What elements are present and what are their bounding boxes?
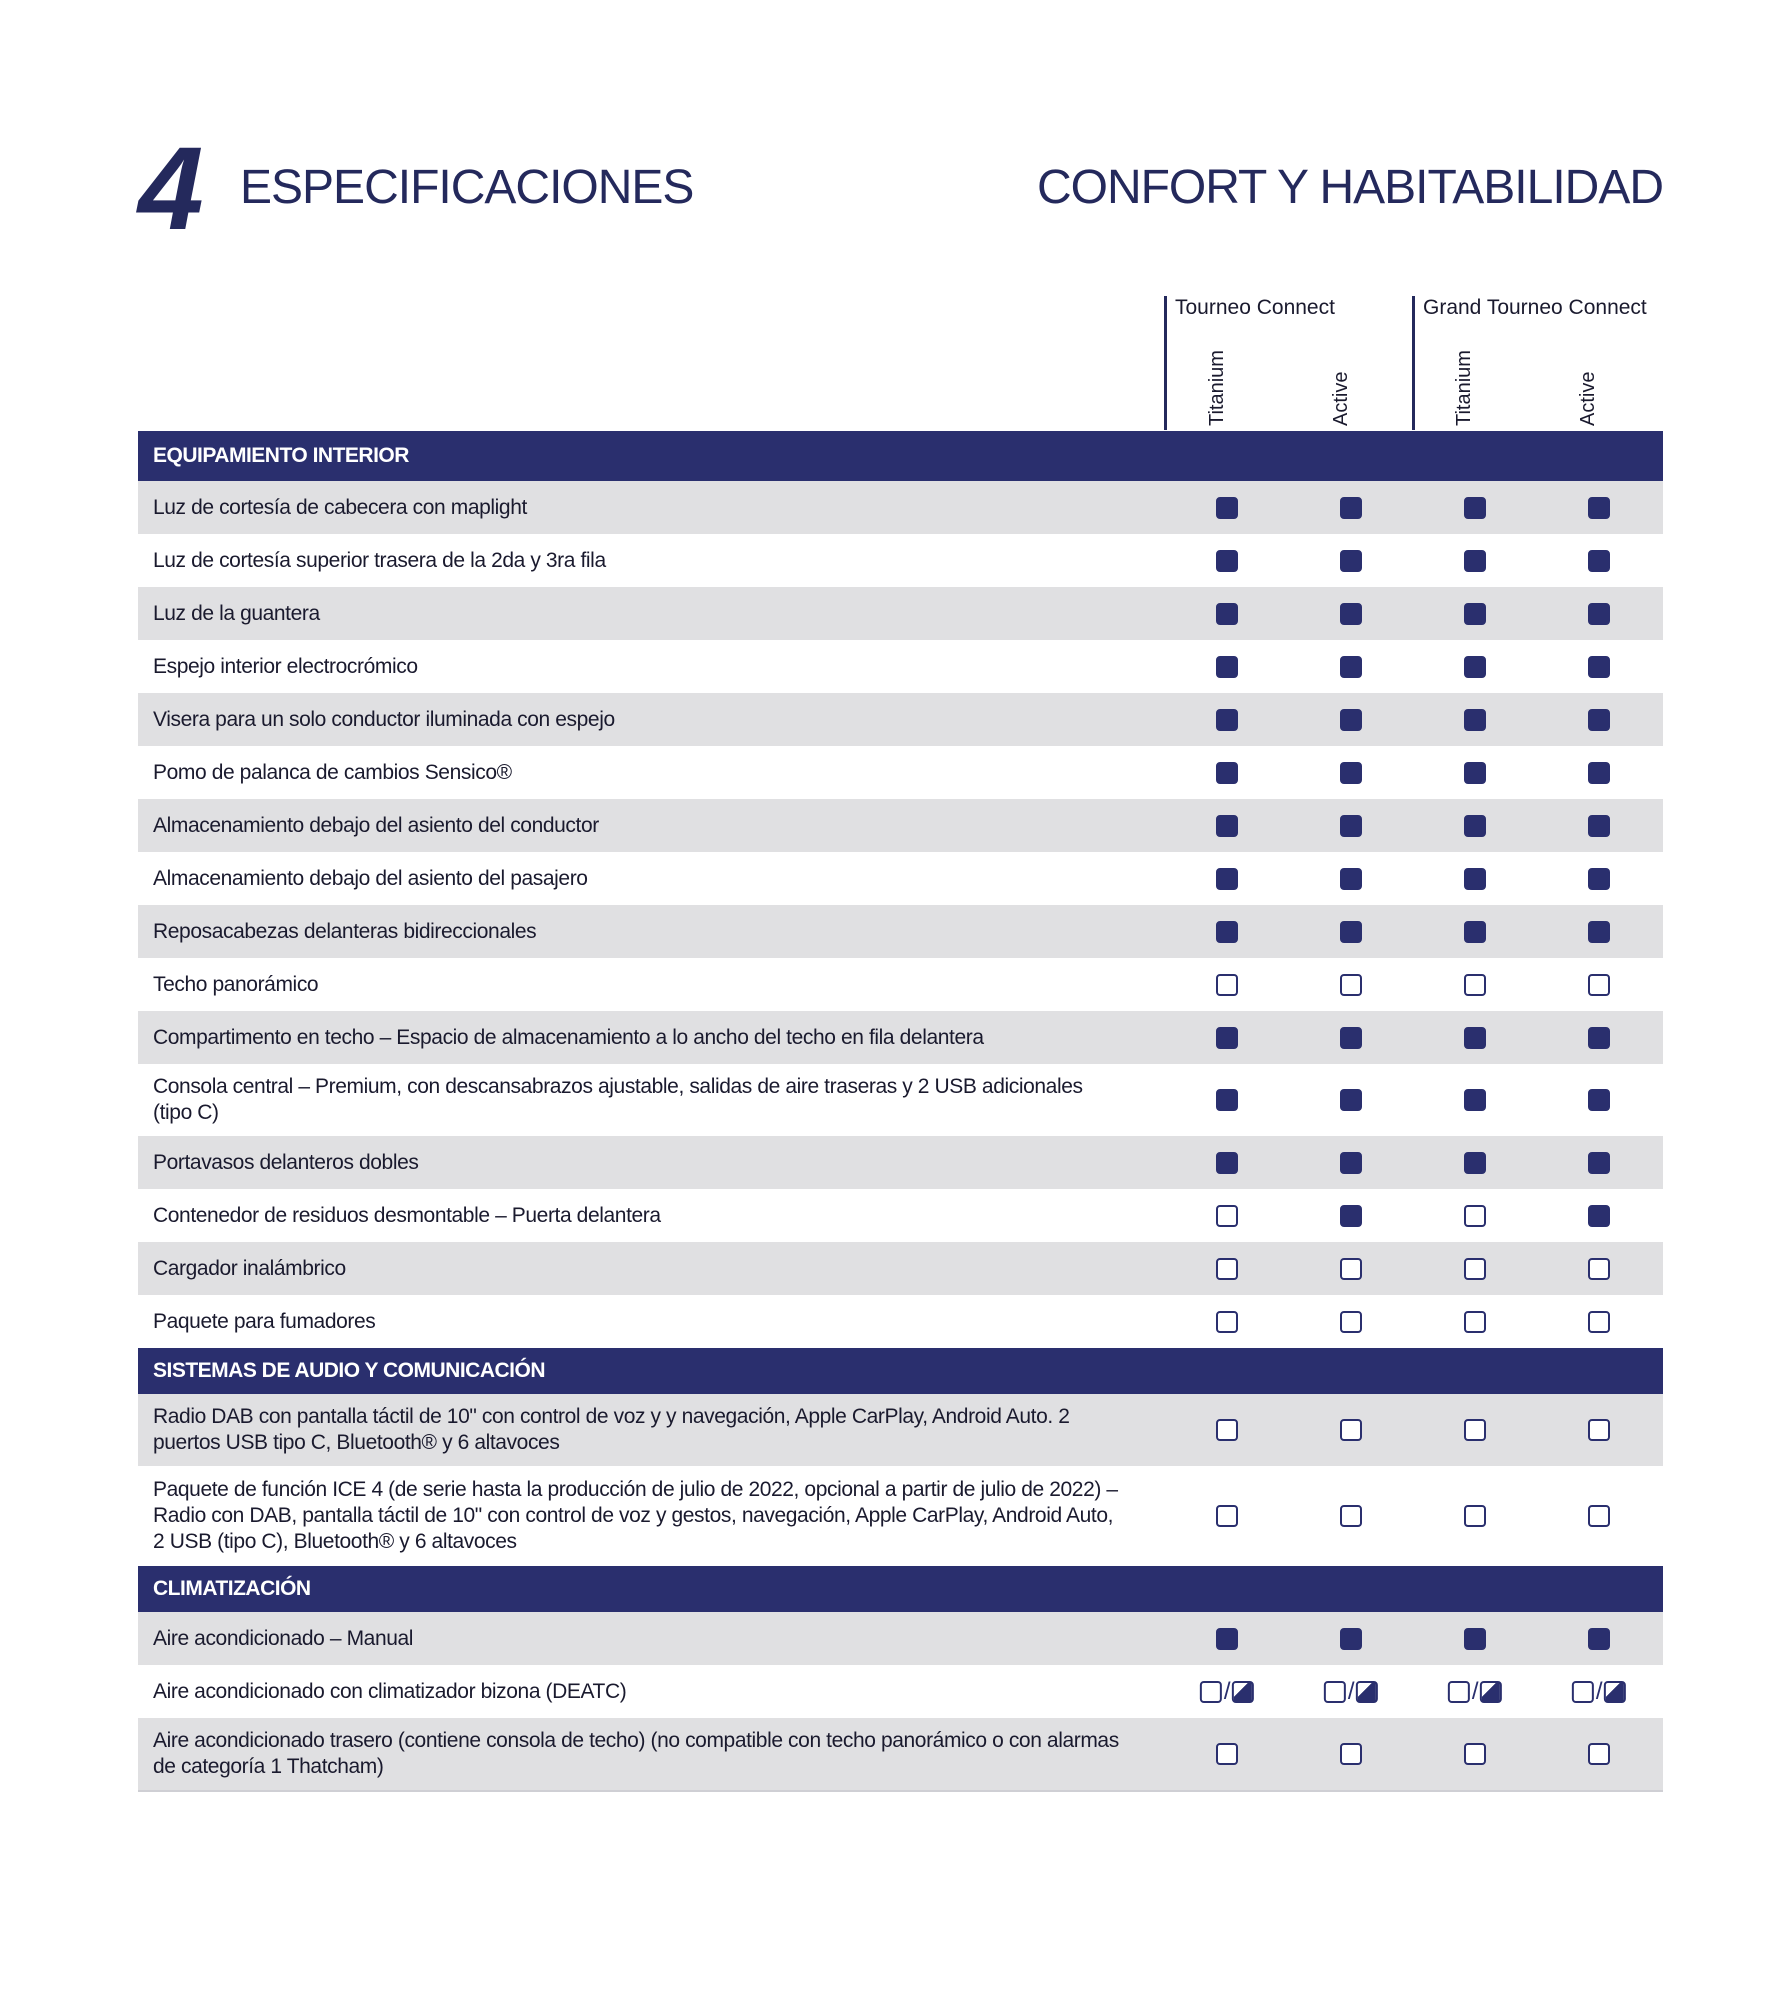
half-filled-box-icon [1604, 1681, 1626, 1703]
standard-box-icon [1464, 1027, 1486, 1049]
availability-cell [1340, 974, 1362, 996]
row-cells [1138, 1466, 1663, 1566]
availability-cell [1340, 921, 1362, 943]
table-row [138, 958, 1663, 1011]
row-label: Reposacabezas delanteras bidireccionales [153, 919, 537, 943]
column-headers [1164, 296, 1662, 430]
availability-cell [1588, 921, 1610, 943]
optional-box-icon [1324, 1681, 1346, 1703]
availability-cell [1588, 1311, 1610, 1333]
standard-box-icon [1340, 868, 1362, 890]
availability-cell [1588, 497, 1610, 519]
availability-cell [1464, 497, 1486, 519]
standard-box-icon [1216, 709, 1238, 731]
row-label: Paquete para fumadores [153, 1309, 376, 1333]
availability-cell [1216, 921, 1238, 943]
section-number: 4 [138, 123, 200, 255]
section-header: SISTEMAS DE AUDIO Y COMUNICACIÓN [138, 1348, 1663, 1394]
table-row [138, 1242, 1663, 1295]
standard-box-icon [1216, 762, 1238, 784]
trim-header [1453, 326, 1491, 426]
availability-cell [1588, 1743, 1610, 1765]
table-row [138, 1189, 1663, 1242]
standard-box-icon [1464, 550, 1486, 572]
standard-box-icon [1340, 1089, 1362, 1111]
standard-box-icon [1588, 921, 1610, 943]
standard-box-icon [1340, 762, 1362, 784]
standard-box-icon [1464, 1152, 1486, 1174]
standard-box-icon [1588, 1205, 1610, 1227]
optional-box-icon [1464, 1205, 1486, 1227]
standard-box-icon [1340, 815, 1362, 837]
table-row [138, 693, 1663, 746]
availability-cell [1464, 815, 1486, 837]
row-label: Aire acondicionado con climatizador bizona (DEATC) [153, 1679, 627, 1703]
availability-cell [1216, 1089, 1238, 1111]
optional-box-icon [1216, 1505, 1238, 1527]
trim-label: Active [1577, 371, 1599, 426]
optional-box-icon [1216, 1258, 1238, 1280]
row-label: Pomo de palanca de cambios Sensico® [153, 760, 512, 784]
availability-cell [1216, 868, 1238, 890]
standard-box-icon [1216, 603, 1238, 625]
availability-cell [1588, 974, 1610, 996]
availability-cell [1340, 1743, 1362, 1765]
availability-cell [1588, 1152, 1610, 1174]
availability-cell [1340, 1419, 1362, 1441]
availability-cell [1340, 603, 1362, 625]
standard-box-icon [1340, 656, 1362, 678]
availability-cell [1340, 497, 1362, 519]
availability-cell [1588, 762, 1610, 784]
row-cells [1138, 640, 1663, 693]
availability-cell [1464, 1628, 1486, 1650]
optional-box-icon [1200, 1681, 1222, 1703]
half-filled-box-icon [1480, 1681, 1502, 1703]
optional-box-icon [1340, 1258, 1362, 1280]
table-row [138, 534, 1663, 587]
row-cells [1138, 1011, 1663, 1064]
row-cells [1138, 958, 1663, 1011]
table-row [138, 1295, 1663, 1348]
row-cells [1138, 1136, 1663, 1189]
row-cells [1138, 1665, 1663, 1718]
availability-cell [1464, 868, 1486, 890]
row-cells [1138, 1242, 1663, 1295]
row-cells [1138, 1189, 1663, 1242]
row-cells [1138, 905, 1663, 958]
availability-cell [1216, 1311, 1238, 1333]
standard-box-icon [1464, 497, 1486, 519]
availability-cell [1200, 1678, 1254, 1706]
standard-box-icon [1588, 868, 1610, 890]
standard-box-icon [1340, 1205, 1362, 1227]
trim-label: Active [1330, 371, 1352, 426]
optional-box-icon [1216, 1205, 1238, 1227]
availability-cell [1216, 1258, 1238, 1280]
standard-box-icon [1588, 497, 1610, 519]
optional-box-icon [1216, 1743, 1238, 1765]
section-header: EQUIPAMIENTO INTERIOR [138, 431, 1663, 481]
table-row [138, 1064, 1663, 1136]
availability-cell [1464, 1152, 1486, 1174]
optional-box-icon [1572, 1681, 1594, 1703]
availability-cell [1464, 762, 1486, 784]
standard-box-icon [1340, 1152, 1362, 1174]
availability-cell [1588, 1505, 1610, 1527]
availability-cell [1588, 815, 1610, 837]
availability-cell [1216, 709, 1238, 731]
availability-cell [1464, 1505, 1486, 1527]
standard-box-icon [1340, 709, 1362, 731]
column-group-label: Tourneo Connect [1175, 296, 1335, 319]
row-label: Visera para un solo conductor iluminada con espejo [153, 707, 615, 731]
availability-cell [1216, 1027, 1238, 1049]
optional-box-icon [1588, 1743, 1610, 1765]
row-label: Paquete de función ICE 4 (de serie hasta la producción de julio de 2022, opcional a partir de julio de 2022) – Radio con DAB, pantalla táctil de 10" con control de voz y gestos, navegación, Apple CarPlay, Android Auto, 2 USB (tipo C), Bluetooth® y 6 altavoces [153, 1478, 1118, 1553]
standard-box-icon [1216, 868, 1238, 890]
separator-slash: / [1595, 1677, 1603, 1705]
table-row [138, 481, 1663, 534]
row-cells [1138, 1064, 1663, 1136]
availability-cell [1588, 550, 1610, 572]
availability-cell [1588, 1205, 1610, 1227]
standard-box-icon [1216, 1027, 1238, 1049]
standard-box-icon [1464, 1628, 1486, 1650]
standard-box-icon [1216, 656, 1238, 678]
standard-box-icon [1464, 656, 1486, 678]
table-row [138, 1011, 1663, 1064]
availability-cell [1216, 974, 1238, 996]
optional-box-icon [1588, 1311, 1610, 1333]
availability-cell [1340, 1628, 1362, 1650]
optional-box-icon [1464, 1419, 1486, 1441]
availability-cell [1464, 974, 1486, 996]
table-row [138, 852, 1663, 905]
standard-box-icon [1588, 1628, 1610, 1650]
standard-box-icon [1216, 921, 1238, 943]
availability-cell [1340, 1258, 1362, 1280]
optional-box-icon [1588, 1505, 1610, 1527]
standard-box-icon [1588, 815, 1610, 837]
standard-box-icon [1588, 550, 1610, 572]
availability-cell [1464, 709, 1486, 731]
availability-cell [1216, 1628, 1238, 1650]
standard-box-icon [1464, 1089, 1486, 1111]
standard-box-icon [1340, 1628, 1362, 1650]
availability-cell [1340, 550, 1362, 572]
optional-box-icon [1448, 1681, 1470, 1703]
standard-box-icon [1588, 1152, 1610, 1174]
standard-box-icon [1464, 921, 1486, 943]
availability-cell [1216, 550, 1238, 572]
availability-cell [1464, 603, 1486, 625]
table-row [138, 587, 1663, 640]
availability-cell [1216, 656, 1238, 678]
row-label: Espejo interior electrocrómico [153, 654, 418, 678]
standard-box-icon [1340, 1027, 1362, 1049]
row-label: Radio DAB con pantalla táctil de 10" con control de voz y y navegación, Apple CarPlay, Android Auto. 2 puertos USB tipo C, Bluetooth® y 6 altavoces [153, 1405, 1070, 1454]
table-row [138, 799, 1663, 852]
standard-box-icon [1464, 603, 1486, 625]
availability-cell [1216, 1152, 1238, 1174]
standard-box-icon [1216, 497, 1238, 519]
availability-cell [1216, 497, 1238, 519]
optional-box-icon [1464, 974, 1486, 996]
availability-cell [1448, 1678, 1502, 1706]
table-row [138, 640, 1663, 693]
standard-box-icon [1588, 709, 1610, 731]
standard-box-icon [1340, 603, 1362, 625]
row-label: Consola central – Premium, con descansabrazos ajustable, salidas de aire traseras y 2 USB adicionales (tipo C) [153, 1075, 1083, 1124]
row-label: Almacenamiento debajo del asiento del conductor [153, 813, 599, 837]
availability-cell [1324, 1678, 1378, 1706]
column-group-label: Grand Tourneo Connect [1423, 296, 1647, 319]
row-cells [1138, 693, 1663, 746]
availability-cell [1588, 868, 1610, 890]
availability-cell [1588, 603, 1610, 625]
separator-slash: / [1471, 1677, 1479, 1705]
optional-box-icon [1340, 1743, 1362, 1765]
availability-cell [1216, 1205, 1238, 1227]
availability-cell [1588, 1628, 1610, 1650]
row-label: Contenedor de residuos desmontable – Puerta delantera [153, 1203, 661, 1227]
optional-box-icon [1588, 1419, 1610, 1441]
optional-box-icon [1340, 1505, 1362, 1527]
standard-box-icon [1588, 762, 1610, 784]
row-label: Cargador inalámbrico [153, 1256, 346, 1280]
availability-cell [1464, 1311, 1486, 1333]
availability-cell [1464, 1089, 1486, 1111]
separator-slash: / [1347, 1677, 1355, 1705]
availability-cell [1588, 1258, 1610, 1280]
availability-cell [1464, 550, 1486, 572]
row-cells [1138, 481, 1663, 534]
standard-box-icon [1340, 497, 1362, 519]
row-cells [1138, 1718, 1663, 1790]
row-cells [1138, 1394, 1663, 1466]
availability-cell [1464, 1027, 1486, 1049]
row-cells [1138, 1295, 1663, 1348]
separator-slash: / [1223, 1677, 1231, 1705]
availability-cell [1340, 868, 1362, 890]
availability-cell [1340, 1027, 1362, 1049]
availability-cell [1216, 1505, 1238, 1527]
availability-cell [1216, 1743, 1238, 1765]
trim-label: Titanium [1206, 350, 1228, 426]
row-cells [1138, 799, 1663, 852]
table-row [138, 1718, 1663, 1790]
standard-box-icon [1464, 815, 1486, 837]
availability-cell [1216, 762, 1238, 784]
standard-box-icon [1588, 1089, 1610, 1111]
standard-box-icon [1464, 762, 1486, 784]
table-row [138, 1394, 1663, 1466]
availability-cell [1340, 762, 1362, 784]
table-row [138, 746, 1663, 799]
standard-box-icon [1216, 1152, 1238, 1174]
table-row [138, 1665, 1663, 1718]
row-label: Luz de cortesía superior trasera de la 2da y 3ra fila [153, 548, 606, 572]
availability-cell [1464, 1419, 1486, 1441]
availability-cell [1464, 656, 1486, 678]
availability-cell [1464, 1743, 1486, 1765]
availability-cell [1216, 1419, 1238, 1441]
half-filled-box-icon [1232, 1681, 1254, 1703]
row-cells [1138, 534, 1663, 587]
trim-header [1330, 326, 1368, 426]
column-group-grand-tourneo-connect [1412, 296, 1665, 430]
standard-box-icon [1216, 1089, 1238, 1111]
row-label: Aire acondicionado trasero (contiene consola de techo) (no compatible con techo panorámico o con alarmas de categoría 1 Thatcham) [153, 1729, 1119, 1778]
spec-table [138, 431, 1663, 1792]
standard-box-icon [1588, 1027, 1610, 1049]
availability-cell [1572, 1678, 1626, 1706]
table-row [138, 905, 1663, 958]
row-label: Techo panorámico [153, 972, 319, 996]
row-label: Portavasos delanteros dobles [153, 1150, 419, 1174]
availability-cell [1340, 1205, 1362, 1227]
row-label: Almacenamiento debajo del asiento del pasajero [153, 866, 588, 890]
standard-box-icon [1340, 921, 1362, 943]
row-cells [1138, 1612, 1663, 1665]
availability-cell [1588, 1419, 1610, 1441]
standard-box-icon [1464, 868, 1486, 890]
standard-box-icon [1340, 550, 1362, 572]
optional-box-icon [1216, 1311, 1238, 1333]
availability-cell [1340, 815, 1362, 837]
optional-box-icon [1464, 1258, 1486, 1280]
availability-cell [1340, 1311, 1362, 1333]
table-row [138, 1136, 1663, 1189]
row-cells [1138, 852, 1663, 905]
availability-cell [1340, 1152, 1362, 1174]
standard-box-icon [1588, 656, 1610, 678]
optional-box-icon [1340, 974, 1362, 996]
availability-cell [1216, 603, 1238, 625]
trim-label: Titanium [1453, 350, 1475, 426]
row-label: Aire acondicionado – Manual [153, 1626, 414, 1650]
availability-cell [1464, 1205, 1486, 1227]
optional-box-icon [1464, 1743, 1486, 1765]
table-row [138, 1466, 1663, 1566]
availability-cell [1216, 815, 1238, 837]
optional-box-icon [1216, 974, 1238, 996]
row-label: Compartimento en techo – Espacio de almacenamiento a lo ancho del techo en fila delantera [153, 1025, 984, 1049]
optional-box-icon [1464, 1505, 1486, 1527]
column-group-tourneo-connect [1164, 296, 1413, 430]
row-label: Luz de la guantera [153, 601, 320, 625]
optional-box-icon [1588, 1258, 1610, 1280]
availability-cell [1588, 1089, 1610, 1111]
section-header: CLIMATIZACIÓN [138, 1566, 1663, 1612]
optional-box-icon [1340, 1419, 1362, 1441]
standard-box-icon [1464, 709, 1486, 731]
availability-cell [1588, 709, 1610, 731]
standard-box-icon [1216, 815, 1238, 837]
table-bottom-rule [138, 1790, 1663, 1792]
availability-cell [1464, 1258, 1486, 1280]
availability-cell [1340, 656, 1362, 678]
standard-box-icon [1216, 550, 1238, 572]
table-row [138, 1612, 1663, 1665]
availability-cell [1588, 1027, 1610, 1049]
page-header [138, 123, 1663, 255]
availability-cell [1588, 656, 1610, 678]
standard-box-icon [1588, 603, 1610, 625]
trim-header [1577, 326, 1615, 426]
availability-cell [1340, 1505, 1362, 1527]
availability-cell [1464, 921, 1486, 943]
availability-cell [1340, 709, 1362, 731]
row-label: Luz de cortesía de cabecera con maplight [153, 495, 527, 519]
row-cells [1138, 746, 1663, 799]
half-filled-box-icon [1356, 1681, 1378, 1703]
optional-box-icon [1216, 1419, 1238, 1441]
optional-box-icon [1464, 1311, 1486, 1333]
optional-box-icon [1588, 974, 1610, 996]
page-subtitle: CONFORT Y HABITABILIDAD [1036, 161, 1663, 214]
row-cells [1138, 587, 1663, 640]
trim-header [1206, 326, 1244, 426]
standard-box-icon [1216, 1628, 1238, 1650]
availability-cell [1340, 1089, 1362, 1111]
page-title: ESPECIFICACIONES [240, 161, 694, 214]
optional-box-icon [1340, 1311, 1362, 1333]
